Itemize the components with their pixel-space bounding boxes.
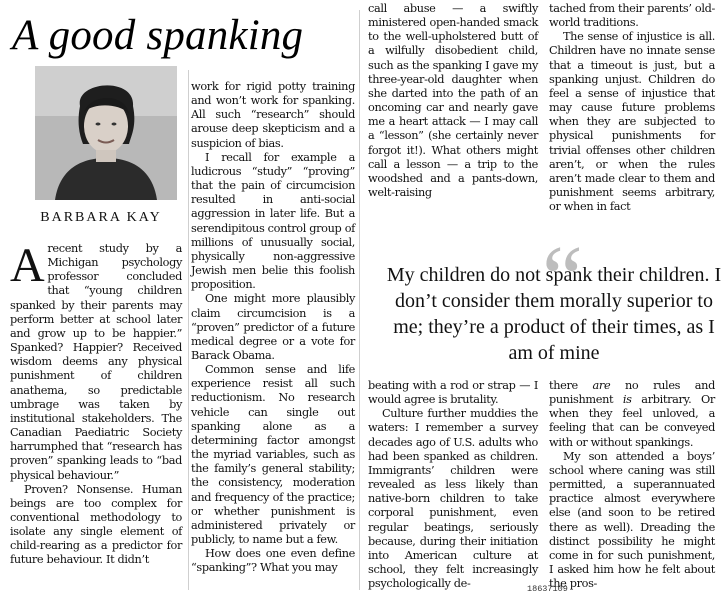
- column-2-paragraph: I recall for example a ludicrous “study” “proving” that the pain of circumcision resulted in anti-social aggression in later life. But a serendipitous control group of millions of unusually social, physically non-aggressive Jewish men belie this foolish proposition.: [191, 150, 355, 292]
- pull-quote: My children do not spank their children. I don’t consider them morally superior to me; they’re a product of their times, as I am of mine: [386, 264, 722, 364]
- column-4-paragraph: My son attended a boys’ school where caning was still permitted, a superannuated practice almost everywhere else (and soon to be retired there as well). Dreading the distinct possibility he might come in for such punishment, I asked him how he felt about the pros-: [549, 449, 715, 591]
- column-3-paragraph: Culture further muddies the waters: I remember a survey decades ago of U.S. adults who had been spanked as children. Immigrants’ children were revealed as less likely than native-born children to take corporal punishment, even regular beatings, seriously because, during their initiation into American culture at school, they felt increasingly psychologically de-: [368, 407, 538, 591]
- column-2-paragraph: Common sense and life experience resist all such reductionism. No research vehicle can single out spanking alone as a determining factor amongst the myriad variables, such as the family’s general stability; the consistency, moderation and frequency of the practice; or whether punishment is administered privately or publicly, to name but a few.: [191, 363, 355, 546]
- footer-code: 18637109: [527, 584, 568, 594]
- column-3-top: [368, 2, 538, 242]
- column-1: [10, 239, 182, 594]
- column-2-paragraph: One might more plausibly claim circumcision is a “proven” predictor of a future medical degree or a vote for Barack Obama.: [191, 292, 355, 362]
- column-1-paragraph: Proven? Nonsense. Human beings are too complex for conventional methodology to isolate any single element of child-rearing as a predictor for future behaviour. It didn’t: [10, 482, 182, 567]
- column-4-top: [549, 2, 715, 242]
- column-4-paragraph: tached from their parents’ old-world traditions.: [549, 2, 715, 30]
- column-2-paragraph: How does one even define “spanking”? What you may: [191, 547, 355, 575]
- column-4-paragraph: there are no rules and punishment is arbitrary. Or when they feel unloved, a feeling that can be conveyed with or without spankings.: [549, 379, 715, 449]
- lead-paragraph: [10, 239, 182, 483]
- headline: A good spanking: [12, 12, 304, 59]
- column-3-paragraph: beating with a rod or strap — I would agree is brutality.: [368, 379, 538, 407]
- byline: BARBARA KAY: [40, 210, 162, 225]
- column-2-paragraph: work for rigid potty training and won’t work for spanking. All such “research” should arouse deep skepticism and a suspicion of bias.: [191, 80, 355, 150]
- author-portrait-image: [35, 66, 177, 200]
- lead-text: recent study by a Michigan psychology professor concluded that “young children spanked by their parents may perform better at school later and grow up to be happier.” Spanked? Happier? Received wisdom deems any physical punishment of children anathema, so predictable umbrage was taken by institutional stakeholders. The Canadian Paediatric Society harrumphed that “research has proven” spanking leads to “bad physical behaviour.”: [10, 242, 182, 482]
- column-3-paragraph: call abuse — a swiftly ministered open-handed smack to the well-upholstered butt of a wilfully disobedient child, such as the spanking I gave my three-year-old daughter when she darted into the path of an oncoming car and nearly gave me a heart attack — I may call a “lesson” (she certainly never forgot it!). What others might call a lesson — a trip to the woodshed and a pants-down, welt-raising: [368, 2, 538, 200]
- author-photo: [35, 66, 177, 200]
- column-3-bottom: [368, 379, 538, 591]
- column-2: [191, 80, 355, 594]
- column-divider: [188, 70, 189, 590]
- column-4-bottom: [549, 379, 715, 591]
- quote-mark-icon: “: [542, 227, 583, 329]
- column-4-paragraph: The sense of injustice is all. Children have no innate sense that a timeout is just, but a spanking unjust. Children do feel a sense of injustice that may cause future problems when they are subjected to physical punishments for trivial offenses other children aren’t, or when the rules aren’t made clear to them and punishment seems arbitrary, or when in fact: [549, 30, 715, 214]
- drop-cap: A: [10, 239, 45, 292]
- column-divider: [359, 10, 360, 590]
